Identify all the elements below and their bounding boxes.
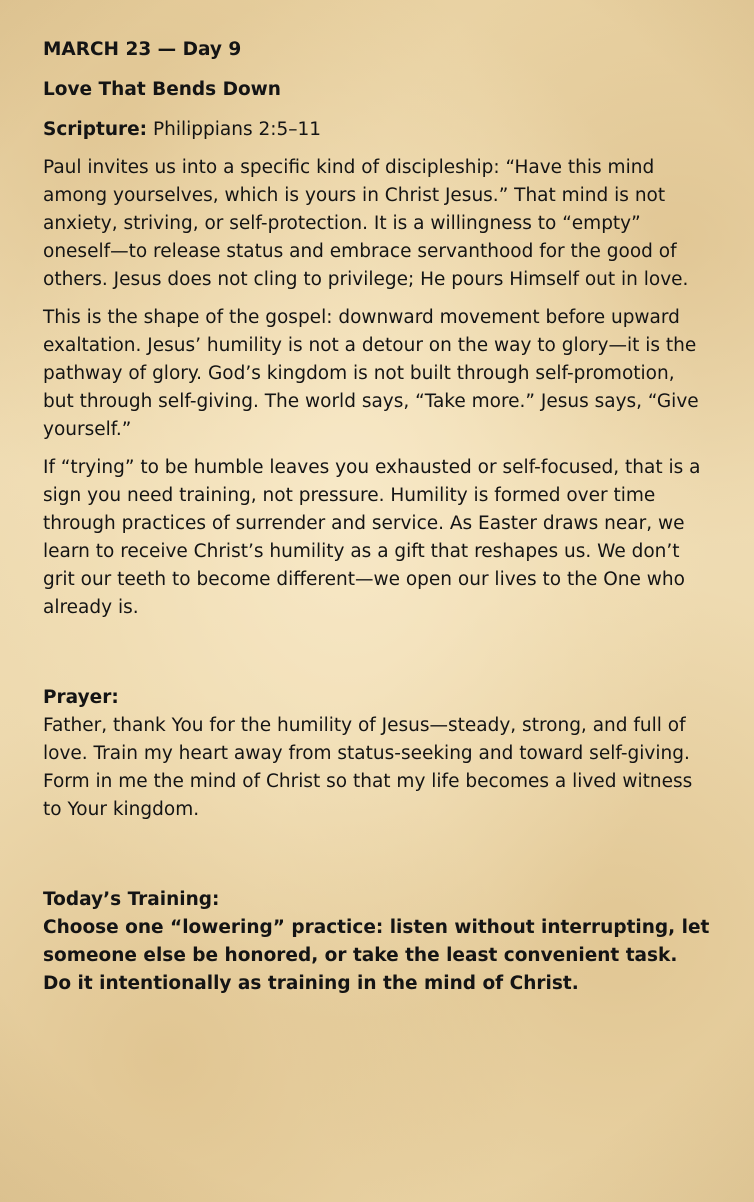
training-label: Today’s Training: (43, 889, 220, 910)
prayer-label: Prayer: (43, 687, 119, 708)
scripture-label: Scripture: (43, 119, 148, 140)
prayer-text: Father, thank You for the humility of Jesus—steady, strong, and full of love. Train my heart away from status-seeking and toward self-giving. Form in me the mind of Christ so that my life becomes a lived witness to Your kingdom. (43, 715, 693, 820)
scripture-line (43, 118, 711, 142)
scripture-reference: Philippians 2:5–11 (147, 119, 322, 140)
devotional-page (43, 38, 711, 998)
date-heading: MARCH 23 — Day 9 (43, 39, 242, 60)
body-paragraph-2: This is the shape of the gospel: downward movement before upward exaltation. Jesus’ humility is not a detour on the way to glory—it is the pathway of glory. God’s kingdom is not built through self-promotion, but through self-giving. The world says, “Take more.” Jesus says, “Give yourself.” (43, 307, 699, 440)
training-section (43, 886, 711, 998)
body-paragraph-3: If “trying” to be humble leaves you exhausted or self-focused, that is a sign you need training, not pressure. Humility is formed over time through practices of surrender and service. As Easter draws near, we learn to receive Christ’s humility as a gift that reshapes us. We don’t grit our teeth to become different—we open our lives to the One who already is. (43, 457, 701, 618)
devotional-title: Love That Bends Down (43, 79, 281, 100)
body-paragraph-1: Paul invites us into a specific kind of discipleship: “Have this mind among yourselves, which is yours in Christ Jesus.” That mind is not anxiety, striving, or self-protection. It is a willingness to “empty” oneself—to release status and embrace servanthood for the good of others. Jesus does not cling to privilege; He pours Himself out in love. (43, 157, 689, 290)
training-text: Choose one “lowering” practice: listen without interrupting, let someone else be honored, or take the least convenient task. Do it intentionally as training in the mind of Christ. (43, 917, 710, 994)
prayer-section (43, 684, 711, 824)
